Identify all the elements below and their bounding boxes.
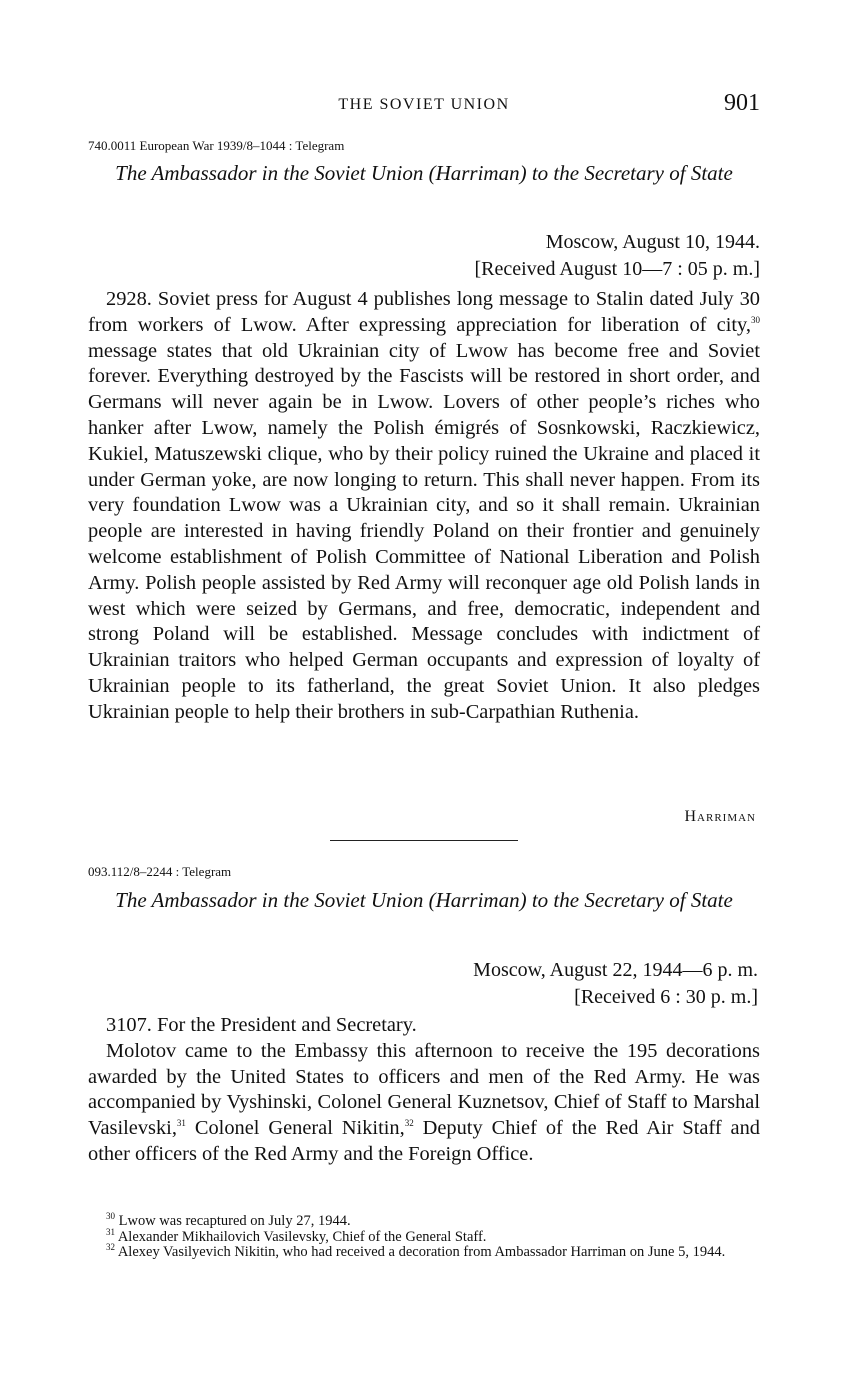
paragraph: Molotov came to the Embassy this afternoon to receive the 195 decorations awarded by the United States to officers and men of the Red Army. He was accompanied by Vyshinski, Colonel General Kuznetsov, Chief of Staff to Marshal Vasilevski,$^{31}$ Colonel General Nikitin,$^{32}$ Deputy Chief of the Red Air Staff and other officers of the Red Army and the Foreign Office. (88, 1039, 761, 1165)
document-heading-1: The Ambassador in the Soviet Union (Harriman) to the Secretary of State (115, 161, 733, 185)
footnote: $^{32}$ Alexey Vasilyevich Nikitin, who had received a decoration from Ambassador Harriman on June 5, 1944. (106, 1242, 726, 1260)
footnote-ref: 32 (404, 1118, 414, 1129)
telegram-body-1 (88, 287, 760, 726)
footnote: $^{30}$ Lwow was recaptured on July 27, 1944. (106, 1211, 351, 1229)
signature-1: Harriman (684, 808, 756, 825)
page-number: 901 (724, 90, 760, 116)
dateline-2: Moscow, August 22, 1944—6 p. m. (473, 959, 758, 981)
telegram-body-2 (88, 1013, 760, 1168)
document-heading-2: The Ambassador in the Soviet Union (Harriman) to the Secretary of State (115, 888, 733, 912)
received-line-1: [Received August 10—7 : 05 p. m.] (474, 258, 760, 280)
file-reference-1: 740.0011 European War 1939/8–1044 : Telegram (88, 138, 345, 153)
section-divider (88, 840, 760, 841)
paragraph: 3107. For the President and Secretary. (106, 1014, 417, 1036)
footnotes (88, 1211, 760, 1261)
footnote-ref: 30 (751, 315, 760, 325)
received-line-2: [Received 6 : 30 p. m.] (574, 986, 758, 1008)
footnote: $^{31}$ Alexander Mikhailovich Vasilevsky, Chief of the General Staff. (106, 1226, 487, 1245)
running-header (88, 92, 760, 122)
paragraph: 2928. Soviet press for August 4 publishes long message to Stalin dated July 30 from workers of Lwow. After expressing appreciation for liberation of city,$^{30}$ message states that old Ukrainian city of Lwow has become free and Soviet forever. Everything destroyed by the Fascists will be restored in short order, and Germans will never again be in Lwow. Lovers of other people’s riches who hanker after Lwow, namely the Polish émigrés of Sosnkowski, Raczkiewicz, Kukiel, Matuszewski clique, who by their policy ruined the Ukraine and placed it under German yoke, are now longing to return. This shall never happen. From its very foundation Lwow was a Ukrainian city, and so it shall remain. Ukrainian people are interested in having friendly Poland on their frontier and genuinely welcome establishment of Polish Committee of National Liberation and Polish Army. Polish people assisted by Red Army will reconquer age old Polish lands in west which were seized by Germans, and free, democratic, independent and strong Poland will be established. Message concludes with indictment of Ukrainian traitors who helped German occupants and expression of loyalty of Ukrainian people to its fatherland, the great Soviet Union. It also pledges Ukrainian people to help their brothers in sub-Carpathian Ruthenia. (88, 288, 760, 723)
dateline-1: Moscow, August 10, 1944. (545, 231, 760, 253)
footnote-ref: 31 (176, 1118, 186, 1129)
file-reference-2: 093.112/8–2244 : Telegram (88, 864, 232, 879)
running-title: THE SOVIET UNION (338, 96, 510, 113)
